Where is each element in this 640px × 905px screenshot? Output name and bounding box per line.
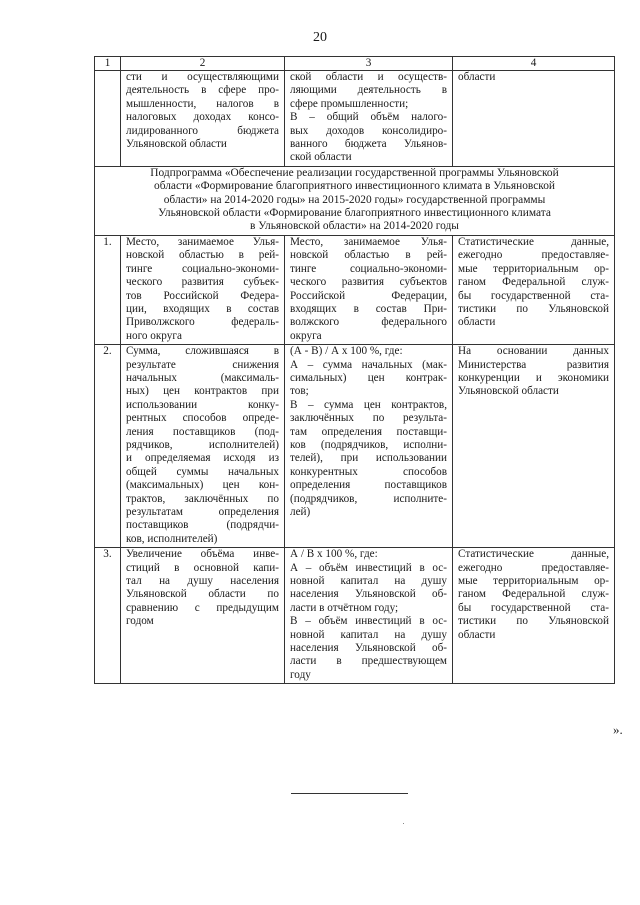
text-line: новной капитал на душу <box>290 575 447 588</box>
text-line: деятельность в сфере про- <box>126 84 279 97</box>
text-line: тистики по Ульяновской <box>458 615 609 628</box>
text-line: ежегодно предоставляе- <box>458 249 609 262</box>
text-line: Сумма, сложившаяся в <box>126 345 279 358</box>
text-line: лей) <box>290 506 311 518</box>
text-line: В – объём инвестиций в ос- <box>290 615 447 628</box>
data-source-cell <box>453 548 615 684</box>
indicator-name-cell <box>121 235 285 344</box>
text-line: телей), при использовании <box>290 452 447 465</box>
text-line: А – сумма начальных (мак- <box>290 358 447 371</box>
text-line: тов; <box>290 385 309 398</box>
text-line: ления поставщиков (под- <box>126 425 279 438</box>
text-line: тинге социально-экономи- <box>126 262 279 275</box>
text-line: симальных) цен контрак- <box>290 371 447 384</box>
heading-line: в Ульяновской области» на 2014-2020 годы <box>250 220 459 233</box>
text-line: Место, занимаемое Улья- <box>126 235 279 248</box>
text-line: ской области и осуществ- <box>290 71 447 83</box>
text-line: бы государственной ста- <box>458 289 609 302</box>
text-line: рядчиков, исполнителей) <box>126 438 279 451</box>
page-number: 20 <box>313 30 327 45</box>
text-line: Ульяновской области по <box>126 588 279 601</box>
text-line: тал на душу населения <box>126 575 279 588</box>
text-line: (подрядчиков, исполните- <box>290 492 447 505</box>
text-line: Увеличение объёма инве- <box>126 548 279 561</box>
text-line: Место, занимаемое Улья- <box>290 235 447 248</box>
heading-line: Подпрограмма «Обеспечение реализации государственной программы Ульяновской <box>150 166 559 179</box>
text-line: новской областью в рей- <box>290 249 447 262</box>
text-line: ляющими деятельность в <box>290 84 447 97</box>
text-line: ской области <box>290 151 352 164</box>
closing-quote-mark: ». <box>613 722 623 737</box>
header-col-2: 2 <box>121 57 285 71</box>
text-line: населения Ульяновской об- <box>290 642 447 655</box>
indicators-table <box>94 56 615 684</box>
text-line: области <box>458 71 496 83</box>
heading-line: области «Формирование благоприятного инвестиционного климата в Ульяновской <box>154 180 555 193</box>
text-line: Российской Федерации, <box>290 289 447 302</box>
text-line: стиций в основной капи- <box>126 561 279 574</box>
table-row-continued <box>95 71 615 167</box>
text-line: ежегодно предоставляе- <box>458 561 609 574</box>
text-line: новной капитал на душу <box>290 628 447 641</box>
text-line: Приволжского федераль- <box>126 316 279 329</box>
text-line: мые территориальным ор- <box>458 575 609 588</box>
text-line: тистики по Ульяновской <box>458 302 609 315</box>
text-line: определения поставщиков <box>290 479 447 492</box>
text-line: ческого развития субъек- <box>126 276 279 289</box>
text-line: Статистические данные, <box>458 548 609 561</box>
text-line: тинге социально-экономи- <box>290 262 447 275</box>
text-line: (максимальных) цен кон- <box>126 479 279 492</box>
text-line: новской областью в рей- <box>126 249 279 262</box>
row-number: 2. <box>95 345 121 548</box>
text-line: конкурентных способов <box>290 465 447 478</box>
text-line: сравнению с предыдущим <box>126 601 279 614</box>
text-line: ного округа <box>126 329 182 342</box>
header-col-4: 4 <box>453 57 615 71</box>
text-line: лидированного бюджета <box>126 124 279 137</box>
footer-divider <box>291 793 408 794</box>
heading-line: Ульяновской области «Формирование благоприятного инвестиционного климата <box>158 207 551 220</box>
text-line: результате снижения <box>126 358 279 371</box>
text-line: ков, исполнителей) <box>126 532 218 545</box>
text-line: и определяемая исходя из <box>126 452 279 465</box>
text-line: рентных способов опреде- <box>126 412 279 425</box>
table-row <box>95 548 615 684</box>
scan-speck <box>403 823 404 824</box>
table-row <box>95 345 615 548</box>
indicator-name-cell <box>121 71 285 167</box>
header-col-1: 1 <box>95 57 121 71</box>
text-line: ласти в отчётном году; <box>290 601 399 614</box>
indicator-name-cell <box>121 548 285 684</box>
heading-line: области» на 2014-2020 годы» на 2015-2020 годы» государственной программы <box>163 193 546 206</box>
calculation-method-cell <box>285 345 453 548</box>
text-line: ласти в предшествующем <box>290 655 447 668</box>
text-line: налоговых доходах консо- <box>126 111 279 124</box>
table-row <box>95 235 615 344</box>
text-line: ных) цен контрактов при <box>126 385 279 398</box>
data-source-cell <box>453 71 615 167</box>
text-line: сти и осуществляющими <box>126 71 279 83</box>
calculation-method-cell <box>285 548 453 684</box>
text-line: ванного бюджета Ульянов- <box>290 138 447 151</box>
header-col-3: 3 <box>285 57 453 71</box>
text-line: тов Российской Федера- <box>126 289 279 302</box>
text-line: области <box>458 316 496 329</box>
text-line: заключённых по результа- <box>290 412 447 425</box>
text-line: входящих в состав При- <box>290 302 447 315</box>
text-line: области <box>458 628 496 641</box>
text-line: В – сумма цен контрактов, <box>290 398 447 411</box>
text-line: Ульяновской области <box>126 138 227 151</box>
table-header-row <box>95 57 615 71</box>
text-line: сфере промышленности; <box>290 97 409 110</box>
text-line: году <box>290 668 311 681</box>
data-source-cell <box>453 235 615 344</box>
text-line: На основании данных <box>458 345 609 358</box>
row-number-empty <box>95 71 121 167</box>
row-number: 3. <box>95 548 121 684</box>
text-line: мышленности, налогов в <box>126 97 279 110</box>
text-line: ганом Федеральной служ- <box>458 588 609 601</box>
text-line: ческого развития субъектов <box>290 276 447 289</box>
text-line: конкуренции и экономики <box>458 371 609 384</box>
text-line: округа <box>290 329 322 342</box>
text-line: бы государственной ста- <box>458 601 609 614</box>
text-line: (А - В) / А х 100 %, где: <box>290 345 403 358</box>
text-line: Министерства развития <box>458 358 609 371</box>
text-line: А – объём инвестиций в ос- <box>290 561 447 574</box>
text-line: ков (подрядчиков, исполни- <box>290 438 447 451</box>
text-line: общей суммы начальных <box>126 465 279 478</box>
text-line: результатам определения <box>126 506 279 518</box>
text-line: поставщиков (подрядчи- <box>126 519 279 532</box>
text-line: Статистические данные, <box>458 235 609 248</box>
text-line: населения Ульяновской об- <box>290 588 447 601</box>
text-line: мые территориальным ор- <box>458 262 609 275</box>
text-line: А / В х 100 %, где: <box>290 548 378 561</box>
text-line: там определения поставщи- <box>290 425 447 438</box>
text-line: годом <box>126 615 154 628</box>
text-line: ции, входящих в состав <box>126 302 279 315</box>
text-line: В – общий объём налого- <box>290 111 447 124</box>
data-source-cell <box>453 345 615 548</box>
text-line: ганом Федеральной служ- <box>458 276 609 289</box>
text-line: трактов, заключённых по <box>126 492 279 505</box>
indicator-name-cell <box>121 345 285 548</box>
text-line: использовании конку- <box>126 398 279 411</box>
text-line: волжского федерального <box>290 316 447 329</box>
text-line: Ульяновской области <box>458 385 559 398</box>
row-number: 1. <box>95 235 121 344</box>
calculation-method-cell <box>285 235 453 344</box>
calculation-method-cell <box>285 71 453 167</box>
text-line: вых доходов консолидиро- <box>290 124 447 137</box>
subprogram-heading-row <box>95 166 615 235</box>
subprogram-heading <box>95 166 615 235</box>
text-line: начальных (максималь- <box>126 371 279 384</box>
